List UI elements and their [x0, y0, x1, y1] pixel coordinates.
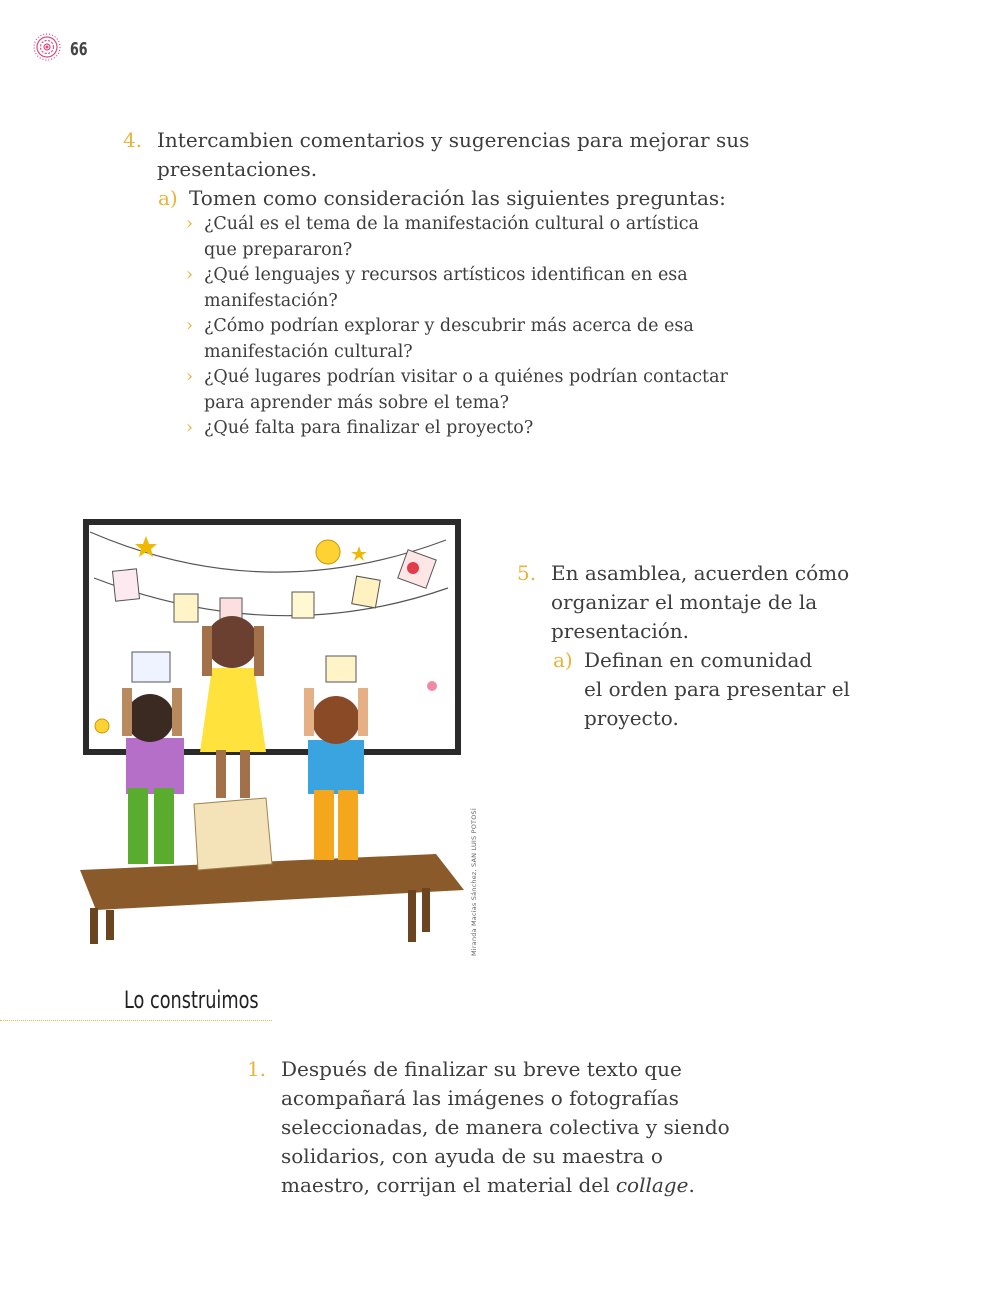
bullet-item	[186, 212, 786, 263]
bullet-item	[186, 314, 786, 365]
bullet-line-2: para aprender más sobre el tema?	[204, 392, 510, 413]
step-1-last-line-text: maestro, corrijan el material del	[281, 1173, 616, 1197]
bullet-line-2: que prepararon?	[204, 239, 353, 260]
bullet-item	[186, 263, 786, 314]
step-1-line: solidarios, con ayuda de su maestra o	[281, 1144, 663, 1168]
step-4a-text: Tomen como consideración las siguientes preguntas:	[189, 186, 726, 210]
step-1-line: seleccionadas, de manera colectiva y siendo	[281, 1115, 730, 1139]
step-5a-line: Definan en comunidad	[584, 648, 813, 672]
sun-mandala-icon	[32, 32, 62, 66]
section-divider	[0, 1020, 272, 1021]
illustration-credit: Miranda Macias Sánchez, SAN LUIS POTOSÍ	[470, 808, 478, 956]
step-5-line: En asamblea, acuerden cómo	[551, 561, 850, 585]
bullet-marker-icon: ›	[186, 265, 193, 285]
step-1-number: 1.	[247, 1057, 267, 1081]
step-5	[517, 559, 877, 733]
step-1-line: acompañará las imágenes o fotografías	[281, 1086, 679, 1110]
step-5a-marker: a)	[553, 648, 573, 672]
step-5-number: 5.	[517, 561, 537, 585]
bullet-marker-icon: ›	[186, 418, 193, 438]
step-4	[123, 126, 763, 213]
bullet-line-2: manifestación cultural?	[204, 341, 413, 362]
step-4-number: 4.	[123, 128, 143, 152]
step-4-bullet-list	[186, 212, 786, 442]
bullet-line-1: ¿Qué falta para finalizar el proyecto?	[204, 418, 534, 438]
bullet-item	[186, 416, 786, 442]
step-1-last-line	[281, 1171, 767, 1200]
bullet-marker-icon: ›	[186, 367, 193, 387]
bullet-line-1: ¿Cómo podrían explorar y descubrir más acerca de esa	[204, 316, 694, 336]
page-header	[32, 32, 93, 66]
step-1-line: Después de finalizar su breve texto que	[281, 1057, 682, 1081]
bullet-item	[186, 365, 786, 416]
bullet-marker-icon: ›	[186, 316, 193, 336]
step-1-period: .	[688, 1173, 695, 1197]
step-5a-line: el orden para presentar el	[584, 677, 850, 701]
bullet-line-1: ¿Cuál es el tema de la manifestación cultural o artística	[204, 214, 699, 234]
step-5-line: presentación.	[551, 619, 690, 643]
step-4a-marker: a)	[158, 186, 178, 210]
bullet-line-2: manifestación?	[204, 290, 338, 311]
step-5-line: organizar el montaje de la	[551, 590, 818, 614]
bullet-line-1: ¿Qué lugares podrían visitar o a quiénes podrían contactar	[204, 367, 728, 387]
bullet-marker-icon: ›	[186, 214, 193, 234]
illustration-children-hanging-drawings	[76, 518, 468, 958]
bullet-line-1: ¿Qué lenguajes y recursos artísticos identifican en esa	[204, 265, 688, 285]
step-1	[247, 1055, 767, 1200]
step-1-italic-word: collage	[615, 1173, 689, 1197]
step-5a-line: proyecto.	[584, 706, 679, 730]
step-4-line-2: presentaciones.	[157, 157, 318, 181]
section-title: Lo construimos	[124, 986, 259, 1014]
page-number: 66	[70, 38, 88, 60]
step-4-line-1: Intercambien comentarios y sugerencias para mejorar sus	[157, 128, 750, 152]
